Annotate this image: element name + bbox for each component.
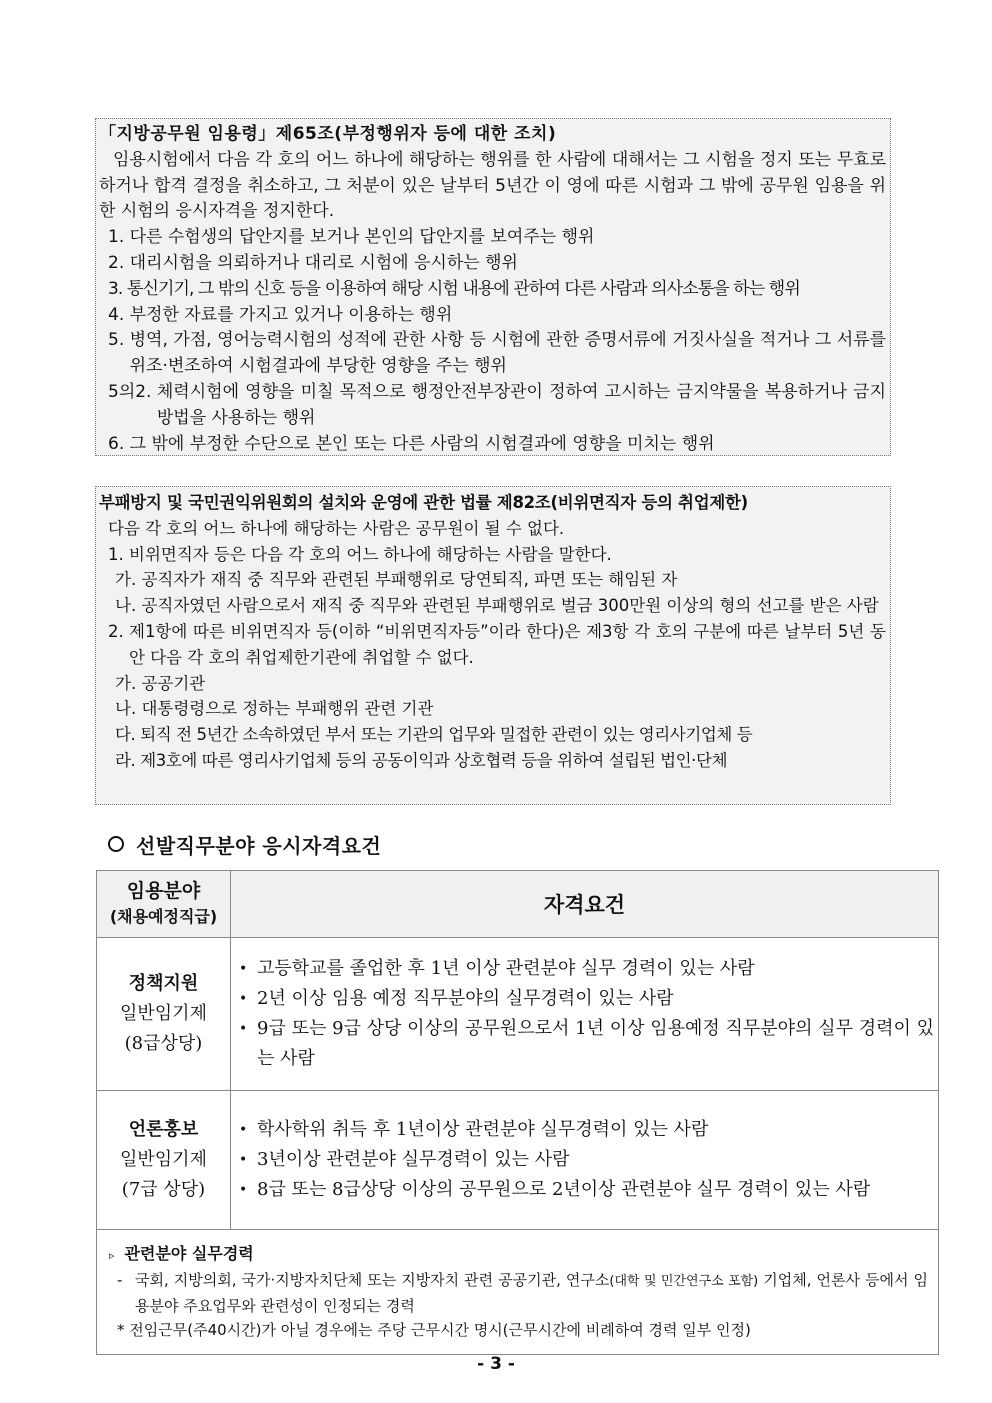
dash-marker: - — [117, 1271, 123, 1289]
item-text: 퇴직 전 5년간 소속하였던 부서 또는 기관의 업무와 밀접한 관련이 있는 영리사기업체 등 — [140, 725, 753, 745]
list-item — [99, 380, 886, 432]
item-number: 5. — [108, 330, 130, 351]
regulation-box-anticorruption — [95, 486, 891, 805]
item-text: 다른 수험생의 답안지를 보거나 본인의 답안지를 보여주는 행위 — [129, 227, 595, 248]
box-intro: 임용시험에서 다음 각 호의 어느 하나에 해당하는 행위를 한 사람에 대해서는 그 시험을 정지 또는 무효로 하거나 합격 결정을 취소하고, 그 처분이 있은 날부터 5년간 이 영에 따른 시험과 그 밖에 공무원 임용을 위한 시험의 응시자격을 정지한다. — [99, 149, 886, 222]
list-item — [99, 251, 886, 277]
list-item — [99, 593, 886, 619]
item-number: 다. — [115, 725, 141, 745]
section-title: 선발직무분야 응시자격요건 — [136, 834, 382, 858]
item-text: 공직자가 재직 중 직무와 관련된 부패행위로 당연퇴직, 파면 또는 해임된 자 — [141, 570, 678, 590]
requirement-item — [235, 1014, 934, 1074]
table-row — [97, 938, 939, 1091]
bullet-icon: • — [239, 1021, 248, 1037]
item-text: 대리시험을 의뢰하거나 대리로 시험에 응시하는 행위 — [129, 252, 518, 273]
item-text: 대통령령으로 정하는 부패행위 관련 기관 — [141, 699, 434, 719]
requirement-item — [235, 984, 934, 1014]
field-cell — [97, 938, 231, 1091]
list-item — [99, 722, 886, 748]
item-text: 공직자였던 사람으로서 재직 중 직무와 관련된 부패행위로 벌금 300만원 이상의 형의 선고를 받은 사람 — [141, 596, 879, 616]
field-type: 일반임기제 — [120, 1003, 207, 1024]
requirements-cell — [231, 938, 939, 1091]
field-cell — [97, 1091, 231, 1230]
item-text: 부정한 자료를 가지고 있거나 이용하는 행위 — [129, 304, 453, 325]
field-type: 일반임기제 — [120, 1149, 207, 1170]
list-item — [99, 542, 886, 568]
list-item — [99, 619, 886, 671]
note-title: 관련분야 실무경력 — [124, 1244, 254, 1263]
item-number: 가. — [115, 570, 142, 590]
list-item — [99, 303, 886, 329]
list-item — [99, 277, 886, 303]
requirements-cell — [231, 1091, 939, 1230]
item-number: 2. — [108, 252, 130, 273]
item-number: 나. — [115, 699, 142, 719]
item-number: 4. — [108, 304, 130, 325]
item-text: 통신기기, 그 밖의 신호 등을 이용하여 해당 시험 내용에 관하여 다른 사람과 의사소통을 하는 행위 — [126, 278, 800, 299]
note-line-2: * 전임근무(주40시간)가 아닐 경우에는 주당 근무시간 명시(근무시간에 비례하여 경력 일부 인정) — [117, 1321, 751, 1339]
item-number: 3. — [108, 278, 127, 299]
note-text: 기업체, 언론사 등에서 임용분야 주요업무와 관련성이 인정되는 경력 — [135, 1271, 928, 1315]
item-text: 비위면직자 등은 다음 각 호의 어느 하나에 해당하는 사람을 말한다. — [129, 544, 612, 564]
note-line-1 — [135, 1268, 928, 1318]
item-text: 공공기관 — [141, 673, 206, 693]
box-title: 「지방공무원 임용령」제65조(부정행위자 등에 대한 조치) — [99, 124, 557, 144]
header-field-label: 임용분야 — [126, 880, 201, 902]
circle-bullet-icon — [108, 836, 124, 852]
item-text: 체력시험에 영향을 미칠 목적으로 행정안전부장관이 정하여 고시하는 금지약물을 복용하거나 금지방법을 사용하는 행위 — [156, 381, 886, 428]
list-item — [99, 225, 886, 251]
requirement-item — [235, 1115, 934, 1145]
bullet-icon: • — [239, 1152, 248, 1168]
requirement-text: 2년 이상 임용 예정 직무분야의 실무경력이 있는 사람 — [257, 988, 674, 1009]
item-number: 가. — [115, 673, 142, 693]
field-grade: (7급 상당) — [121, 1179, 206, 1200]
item-number: 2. — [108, 621, 129, 641]
field-name: 언론홍보 — [128, 1119, 199, 1140]
requirement-text: 학사학위 취득 후 1년이상 관련분야 실무경력이 있는 사람 — [257, 1119, 709, 1140]
note-cell — [97, 1230, 939, 1355]
item-number: 1. — [108, 544, 129, 564]
table-note-row — [97, 1230, 939, 1355]
section-heading — [108, 830, 381, 859]
note-small-text: (대학 및 민간연구소 포함) — [609, 1274, 759, 1289]
regulation-box-appointment — [95, 118, 891, 456]
requirements-table — [96, 870, 939, 1355]
requirement-text: 9급 또는 9급 상당 이상의 공무원으로서 1년 이상 임용예정 직무분야의 실무 경력이 있는 사람 — [257, 1018, 934, 1069]
list-item — [99, 432, 886, 458]
requirement-text: 고등학교를 졸업한 후 1년 이상 관련분야 실무 경력이 있는 사람 — [257, 958, 755, 979]
bullet-icon: • — [239, 1182, 248, 1198]
table-row — [97, 1091, 939, 1230]
item-number: 6. — [108, 433, 130, 454]
requirement-item — [235, 954, 934, 984]
note-text: 국회, 지방의회, 국가·지방자치단체 또는 지방자치 관련 공공기관, 연구소 — [135, 1271, 610, 1289]
requirement-item — [235, 1145, 934, 1175]
box-title: 부패방지 및 국민권익위원회의 설치와 운영에 관한 법률 제82조(비위면직자 등의 취업제한) — [99, 493, 748, 512]
field-name: 정책지원 — [128, 973, 199, 994]
bullet-icon: • — [239, 961, 248, 977]
list-item — [99, 671, 886, 697]
field-grade: (8급상당) — [124, 1033, 203, 1054]
list-item — [99, 328, 886, 380]
item-number: 라. — [115, 750, 141, 770]
item-text: 제3호에 따른 영리사기업체 등의 공동이익과 상호협력 등을 위하여 설립된 법인·단체 — [140, 750, 728, 770]
list-item — [99, 748, 886, 774]
bullet-icon: • — [239, 991, 248, 1007]
note-dash-item — [109, 1268, 928, 1318]
table-header-row — [97, 871, 939, 938]
item-text: 그 밖에 부정한 수단으로 본인 또는 다른 사람의 시험결과에 영향을 미치는 행위 — [129, 433, 715, 454]
header-requirements: 자격요건 — [231, 871, 939, 938]
requirement-text: 8급 또는 8급상당 이상의 공무원으로 2년이상 관련분야 실무 경력이 있는 사람 — [257, 1179, 871, 1200]
bullet-icon: • — [239, 1122, 248, 1138]
item-number: 나. — [115, 596, 142, 616]
item-text: 병역, 가점, 영어능력시험의 성적에 관한 사항 등 시험에 관한 증명서류에 거짓사실을 적거나 그 서류를 위조·변조하여 시험결과에 부당한 영향을 주는 행위 — [129, 330, 886, 377]
list-item — [99, 696, 886, 722]
note-title-line — [109, 1242, 928, 1268]
requirement-item — [235, 1175, 934, 1205]
list-item — [99, 567, 886, 593]
item-number: 5의2. — [108, 381, 157, 402]
requirement-text: 3년이상 관련분야 실무경력이 있는 사람 — [257, 1149, 570, 1170]
page-number: - 3 - — [477, 1354, 515, 1374]
header-field-sub: (채용예정직급) — [109, 907, 218, 926]
header-field — [97, 871, 231, 938]
item-number: 1. — [108, 227, 130, 248]
box-intro: 다음 각 호의 어느 하나에 해당하는 사람은 공무원이 될 수 없다. — [108, 518, 565, 538]
triangle-marker-icon: ▹ — [109, 1249, 115, 1262]
item-text: 제1항에 따른 비위면직자 등(이하 “비위면직자등”이라 한다)은 제3항 각 호의 구분에 따른 날부터 5년 동안 다음 각 호의 취업제한기관에 취업할 수 없다. — [129, 621, 886, 667]
